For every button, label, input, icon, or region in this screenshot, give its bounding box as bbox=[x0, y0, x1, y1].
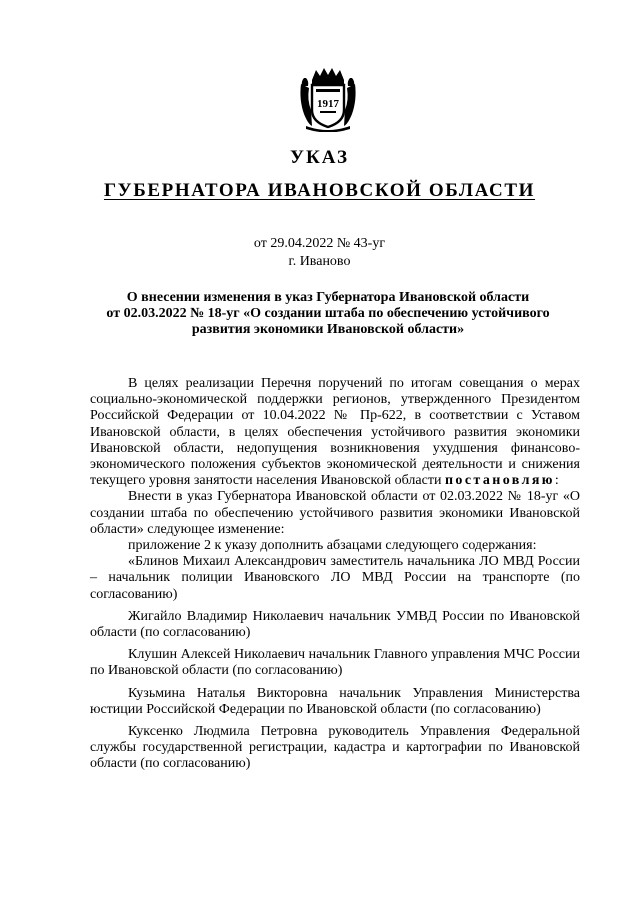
paragraph-member-klushin: Клушин Алексей Николаевич начальник Главного управления МЧС России по Ивановской области (по согласованию) bbox=[90, 647, 580, 679]
paragraph-member-kuksenko: Куксенко Людмила Петровна руководитель Управления Федеральной службы государственной регистрации, кадастра и картографии по Ивановской области (по согласованию) bbox=[90, 724, 580, 772]
preamble-end: : bbox=[554, 473, 559, 489]
document-type-title: УКАЗ bbox=[290, 147, 349, 168]
subject-line-2: от 02.03.2022 № 18-уг «О создании штаба по обеспечению устойчивого bbox=[106, 306, 550, 321]
paragraph-member-kuzmina: Кузьмина Наталья Викторовна начальник Управления Министерства юстиции Российской Федерации по Ивановской области (по согласованию) bbox=[90, 685, 580, 717]
paragraph-appendix: приложение 2 к указу дополнить абзацами следующего содержания: bbox=[128, 538, 537, 554]
ivanovo-coat-of-arms-icon bbox=[298, 66, 358, 132]
paragraph-preamble bbox=[90, 376, 580, 489]
paragraph-member-zhigaylo: Жигайло Владимир Николаевич начальник УМВД России по Ивановской области (по согласованию) bbox=[90, 608, 580, 641]
preamble-text: В целях реализации Перечня поручений по итогам совещания о мерах социально-экономической поддержки регионов, утвержденного Президентом Российской Федерации от 10.04.2022 № Пр-622, в соответствии с Уставом Ивановской области, в целях обеспечения устойчивого развития экономики Ивановской области, недопущения возникновения ухудшения финансово-экономического положения субъектов экономической деятельности и снижения текущего уровня занятости населения Ивановской области bbox=[90, 376, 580, 489]
issuer-title-wrap bbox=[0, 180, 639, 202]
paragraph-member-blinov: «Блинов Михаил Александрович заместитель начальника ЛО МВД России – начальник полиции Ивановского ЛО МВД России на транспорте (по согласованию) bbox=[90, 554, 580, 602]
date-number: от 29.04.2022 № 43-уг bbox=[253, 236, 386, 251]
subject-line-1: О внесении изменения в указ Губернатора Ивановской области bbox=[126, 290, 530, 305]
subject-line-3: развития экономики Ивановской области» bbox=[191, 322, 465, 337]
paragraph-amend: Внести в указ Губернатора Ивановской области от 02.03.2022 № 18-уг «О создании штаба по обеспечению устойчивого развития экономики Ивановской области» следующее изменение: bbox=[90, 489, 580, 537]
emblem-digits: 1917 bbox=[317, 98, 339, 110]
city: г. Иваново bbox=[288, 254, 351, 269]
decree-word: постановляю bbox=[444, 473, 555, 489]
subject-heading bbox=[88, 290, 568, 338]
issuer-title: ГУБЕРНАТОРА ИВАНОВСКОЙ ОБЛАСТИ bbox=[103, 180, 536, 201]
document-body bbox=[90, 376, 580, 773]
